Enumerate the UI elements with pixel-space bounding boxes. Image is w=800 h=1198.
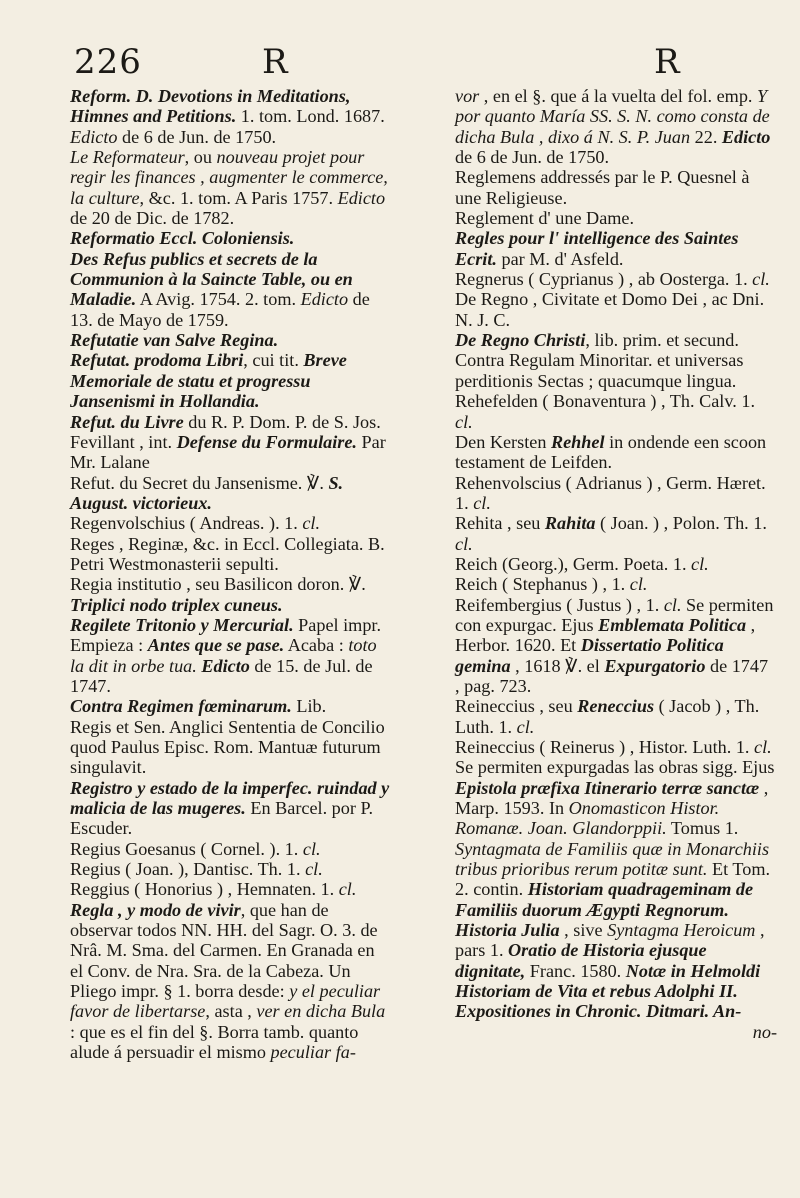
- entry-text: ( Jacob ) , Th. Luth. 1.: [455, 696, 760, 737]
- entry-text: Epistola præfixa Itinerario terræ sanctæ: [455, 777, 760, 798]
- catalog-entry: [70, 147, 390, 228]
- catalog-entry: [455, 574, 777, 594]
- entry-text: Reich ( Stephanus ) , 1.: [455, 574, 630, 595]
- catalog-entry: [70, 574, 390, 615]
- entry-text: de 20 de Dic. de 1782.: [70, 208, 235, 229]
- entry-text: , que han de observar todos NN. HH. del Sagr. O. 3. de Nrâ. M. Sma. del Carmen. En Granada en el Conv. de Nra. Sra. de la Cabeza. Un Pliego impr. § 1. borra desde:: [70, 899, 378, 1002]
- entry-text: Papel impr. Empieza :: [70, 614, 382, 656]
- catalog-entry: [70, 86, 390, 147]
- entry-text: Reneccius: [577, 696, 655, 717]
- catalog-entry: [455, 473, 777, 514]
- entry-text: Triplici nodo triplex cuneus.: [70, 594, 283, 615]
- entry-text: Par Mr. Lalane: [70, 431, 386, 473]
- entry-text: Et Tom. 2. contin.: [455, 859, 771, 900]
- entry-text: Emblemata Politica: [598, 614, 747, 635]
- entry-text: A Avig. 1754. 2. tom.: [136, 289, 301, 310]
- catalog-entry: [455, 289, 777, 330]
- entry-text: En Barcel. por P. Escuder.: [70, 798, 374, 839]
- entry-text: Den Kersten: [455, 431, 551, 452]
- entry-text: cl.: [691, 553, 709, 574]
- entry-text: Regles pour l' intelligence des Saintes Ecrit.: [455, 228, 739, 269]
- entry-text: Syntagmata de Familiis quæ in Monarchiis tribus prioribus rerum potitæ sunt.: [455, 838, 770, 880]
- left-column: [70, 86, 390, 1063]
- catalog-entry: [70, 412, 390, 473]
- page-number: 226: [74, 42, 142, 82]
- entry-text: Acaba :: [284, 635, 349, 656]
- catalog-entry: [70, 879, 390, 899]
- entry-text: Onomasticon Histor. Romanæ. Joan. Glandorppii.: [455, 798, 720, 839]
- entry-text: de 15. de Jul. de 1747.: [70, 655, 373, 696]
- entry-text: Reineccius , seu: [455, 696, 578, 717]
- entry-text: Reges , Reginæ, &c. in Eccl. Collegiata. B. Petri Westmonasterii sepulti.: [70, 533, 385, 574]
- entry-text: ( Joan. ) , Polon. Th. 1.: [595, 513, 767, 534]
- entry-text: Edicto: [721, 126, 771, 147]
- entry-text: Reglemens addressés par le P. Quesnel à une Religieuse.: [455, 167, 750, 208]
- entry-text: Oratio de Historia ejusque dignitate,: [455, 940, 707, 981]
- entry-text: Se permiten con expurgac. Ejus: [455, 594, 774, 635]
- catalog-entry: [70, 350, 390, 411]
- catalog-entry: [455, 391, 777, 432]
- entry-text: in ondende een scoon testament de Leifden.: [455, 431, 767, 473]
- entry-text: S. August. victorieux.: [70, 472, 344, 513]
- entry-text: par M. d' Asfeld.: [496, 248, 624, 269]
- entry-text: Expurgatorio: [604, 655, 706, 676]
- entry-text: du R. P. Dom. P. de S. Jos. Fevillant , int.: [70, 411, 381, 452]
- catalog-entry: [455, 167, 777, 208]
- entry-text: de 1747 , pag. 723.: [455, 655, 769, 696]
- entry-text: Y por quanto María SS. S. N. como consta de dicha Bula , dixo á N. S. P. Juan: [455, 86, 770, 147]
- page-header: [0, 42, 800, 88]
- entry-text: , sive: [559, 920, 608, 941]
- catalog-entry: [455, 330, 777, 391]
- entry-text: ver en dicha Bula: [256, 1001, 386, 1022]
- entry-text: , en el §. que á la vuelta del fol. emp.: [479, 86, 758, 106]
- entry-text: De Regno Christi: [455, 330, 586, 351]
- entry-text: toto la dit in orbe tua.: [70, 635, 377, 676]
- entry-text: Se permiten expurgadas las obras sigg. Ejus: [455, 757, 775, 778]
- right-column: [455, 86, 777, 1042]
- catalog-entry: [70, 534, 390, 575]
- catalog-entry: [70, 228, 390, 248]
- entry-text: Regius Goesanus ( Cornel. ). 1.: [70, 838, 303, 859]
- entry-text: nouveau projet pour regir les finances , augmenter le commerce, la culture: [70, 147, 388, 208]
- entry-text: de 6 de Jun. de 1750.: [455, 147, 610, 168]
- entry-text: Reform. D. Devotions in Meditations, Himnes and Petitions.: [70, 86, 351, 127]
- entry-text: , lib. prim. et secund. Contra Regulam Minoritar. et universas perditionis Sectas ; quacumque lingua.: [455, 330, 744, 391]
- entry-text: : que es el fin del §. Borra tamb. quanto aludе á persuadir el mismo: [70, 1021, 359, 1063]
- entry-text: Regius ( Joan. ), Dantisc. Th. 1.: [70, 859, 306, 880]
- catalog-entry: [70, 900, 390, 1063]
- entry-text: Breve Memoriale de statu et progressu Jansenismi in Hollandia.: [70, 350, 347, 412]
- catalog-entry: [455, 228, 777, 269]
- entry-text: , Herbor. 1620. Et: [455, 614, 756, 656]
- entry-text: Registro y estado de la imperfec. ruindad y malicia de las mugeres.: [70, 777, 390, 819]
- catalog-entry: [70, 859, 390, 879]
- entry-text: , ou: [184, 147, 217, 168]
- entry-text: Refut. du Livre: [70, 411, 184, 432]
- entry-text: Rehefelden ( Bonaventura ) , Th. Calv. 1.: [455, 391, 756, 412]
- entry-text: Franc. 1580.: [525, 960, 626, 981]
- catalog-entry: [455, 696, 777, 737]
- entry-text: , asta ,: [205, 1001, 257, 1022]
- entry-text: Contra Regimen fœminarum.: [70, 696, 292, 717]
- entry-text: 22.: [690, 126, 722, 147]
- entry-text: Regia institutio , seu Basilicon doron. ℣.: [70, 574, 366, 595]
- catalog-entry: [70, 249, 390, 330]
- entry-text: cl.: [302, 838, 321, 859]
- entry-text: Regenvolschius ( Andreas. ). 1.: [70, 513, 303, 534]
- entry-text: Regis et Sen. Anglici Sententia de Concilio quod Paulus Episc. Rom. Mantuæ futurum singulavit.: [70, 716, 385, 778]
- header-letter-left: R: [262, 42, 289, 82]
- entry-text: de 6 de Jun. de 1750.: [117, 126, 277, 147]
- entry-text: Refut. du Secret du Jansenisme. ℣.: [70, 472, 329, 493]
- entry-text: Regnerus ( Cyprianus ) , ab Oosterga. 1.: [455, 269, 753, 290]
- entry-text: , cui tit.: [243, 350, 304, 371]
- catalog-entry: [455, 737, 777, 1022]
- entry-text: Dissertatio Politica gemina: [455, 635, 724, 676]
- entry-text: , Marp. 1593. In: [455, 777, 769, 819]
- entry-text: Refutat. prodoma Libri: [70, 350, 244, 371]
- entry-text: , &c. 1. tom. A Paris 1757.: [139, 187, 338, 208]
- catalog-entry: [455, 595, 777, 697]
- entry-text: cl.: [754, 737, 772, 757]
- entry-text: cl.: [752, 269, 770, 290]
- entry-text: Reggius ( Honorius ) , Hemnaten. 1.: [70, 879, 339, 900]
- catalog-entry: [70, 330, 390, 350]
- catalog-entry: [70, 778, 390, 839]
- catalog-entry: [70, 615, 390, 696]
- entry-text: cl.: [629, 574, 648, 595]
- entry-text: vor: [455, 86, 480, 106]
- entry-text: 1. tom. Lond. 1687.: [236, 106, 385, 127]
- catalog-entry: [455, 513, 777, 554]
- entry-text: Regla , y modo de vivir: [70, 899, 241, 920]
- entry-text: Edicto: [300, 289, 349, 310]
- entry-text: Edicto: [337, 187, 386, 208]
- entry-text: de 13. de Mayo de 1759.: [70, 289, 370, 330]
- catalog-entry: [70, 839, 390, 859]
- entry-text: Rahita: [544, 513, 596, 534]
- entry-text: Notæ in Helmoldi Historiam de Vita et rebus Adolphi II. Expositiones in Chronic. Ditmari. An-: [455, 960, 761, 1022]
- entry-text: Rehita , seu: [455, 513, 545, 534]
- entry-text: cl.: [455, 411, 473, 432]
- entry-text: cl.: [455, 533, 473, 554]
- header-letter-right: R: [654, 42, 681, 82]
- entry-text: cl.: [305, 859, 323, 880]
- entry-text: cl.: [473, 492, 491, 513]
- entry-text: cl.: [302, 513, 321, 534]
- entry-text: , 1618 ℣. el: [510, 655, 605, 676]
- entry-text: Reformatio Eccl. Coloniensis.: [70, 228, 295, 249]
- catalog-entry: [455, 269, 777, 289]
- entry-text: peculiar fa-: [270, 1042, 356, 1063]
- catalog-entry: [455, 432, 777, 473]
- entry-text: Refutatie van Salve Regina.: [70, 330, 279, 351]
- entry-text: Reifembergius ( Justus ) , 1.: [455, 594, 664, 615]
- entry-text: Reich (Georg.), Germ. Poeta. 1.: [455, 553, 692, 574]
- catalog-entry: [455, 208, 777, 228]
- entry-text: Antes que se pase.: [147, 635, 285, 656]
- entry-text: , pars 1.: [455, 920, 765, 961]
- catalog-entry: [70, 513, 390, 533]
- entry-text: Tomus 1.: [666, 818, 739, 839]
- entry-text: Regilete Tritonio y Mercurial.: [70, 614, 294, 635]
- entry-text: cl.: [338, 879, 357, 900]
- entry-text: Lib.: [291, 696, 327, 717]
- catalog-entry: [455, 554, 777, 574]
- entry-text: De Regno , Civitate et Domo Dei , ac Dni. N. J. C.: [455, 289, 765, 330]
- catalog-entry: [70, 473, 390, 514]
- catalog-entry: [70, 696, 390, 716]
- entry-text: Edicto: [201, 655, 250, 676]
- entry-text: cl.: [663, 594, 682, 615]
- entry-text: Reineccius ( Reinerus ) , Histor. Luth. 1.: [455, 737, 755, 757]
- entry-text: Edicto: [70, 126, 118, 147]
- entry-text: Le Reformateur: [70, 147, 185, 168]
- entry-text: Rehenvolscius ( Adrianus ) , Germ. Hæret. 1.: [455, 472, 766, 513]
- entry-text: Reglement d' une Dame.: [455, 208, 635, 229]
- catalog-entry: [455, 86, 777, 167]
- entry-text: Historiam quadrageminam de Familiis duorum Ægypti Regnorum. Historia Julia: [455, 879, 754, 941]
- entry-text: Des Refus publics et secrets de la Communion à la Saincte Table, ou en Maladie.: [70, 248, 353, 310]
- entry-text: Defense du Formulaire.: [176, 431, 357, 452]
- catalog-entry: [70, 717, 390, 778]
- entry-text: Syntagma Heroicum: [607, 920, 756, 941]
- entry-text: Rehhel: [550, 431, 605, 452]
- entry-text: cl.: [516, 716, 535, 737]
- entry-text: y el peculiar favor de libertarse: [70, 981, 381, 1022]
- catchword: no-: [752, 1021, 777, 1042]
